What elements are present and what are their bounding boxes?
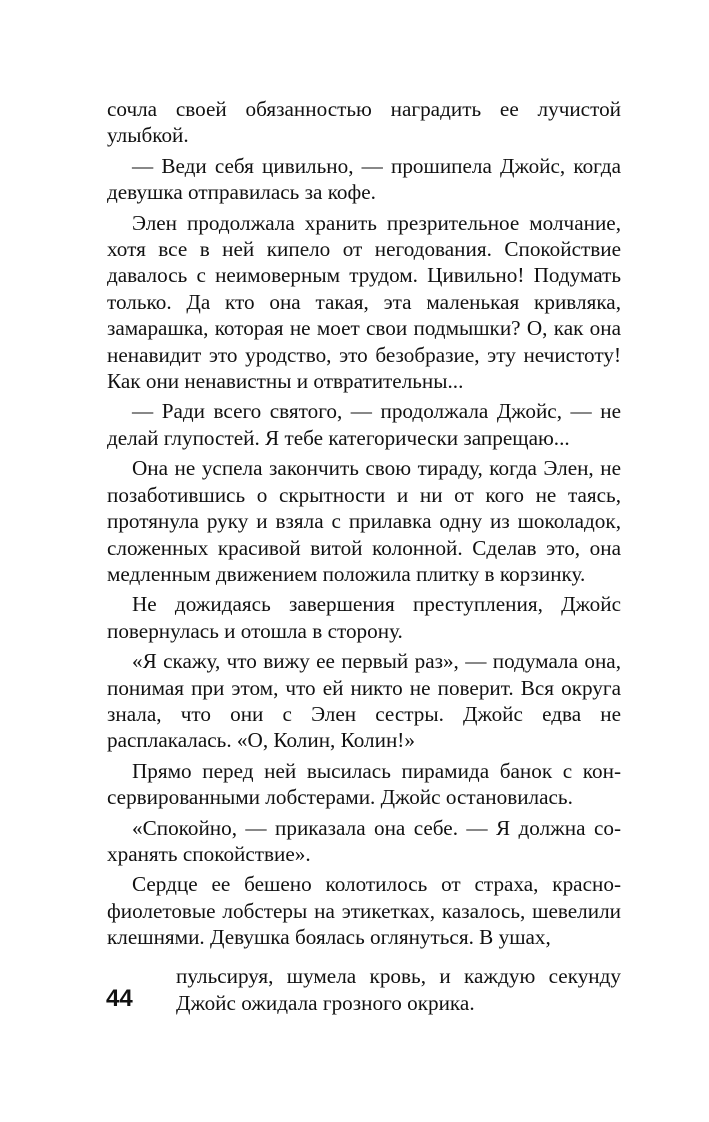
paragraph: Не дожидаясь завершения преступления, Джойс повернулась и отошла в сторону.: [107, 592, 621, 643]
paragraph: Сердце ее бешено колотилось от страха, краснофиолетовые лобстеры на этикетках, казалось, шевелили клешнями. Девушка боялась оглянуться. В ушах,: [107, 872, 621, 950]
page-number: 44: [106, 985, 133, 1012]
paragraph: Она не успела закончить свою тираду, когда Элен, не позаботившись о скрытности и ни от кого не таясь, протянула руку и взяла с прилавка одну из шоколадок, сложенных красивой витой колонной. Сделав это, она медленным движением положила плитку в корзинку.: [107, 456, 621, 586]
paragraph: «Спокойно, — приказала она себе. — Я должна сохранять спокойствие».: [107, 815, 621, 866]
paragraph-tail-line: Джойс ожидала грозного окрика.: [176, 991, 475, 1015]
paragraph: Прямо перед ней высилась пирамида банок с консервированными лобстерами. Джойс остановилась.: [107, 758, 621, 810]
page-text: [107, 96, 621, 955]
paragraph-tail-line: пульсируя, шумела кровь, и каждую секунду: [176, 964, 621, 988]
paragraph: сочла своей обязанностью наградить ее лучистой улыбкой.: [107, 97, 621, 148]
paragraph: — Веди себя цивильно, — прошипела Джойс, когда девушка отправилась за кофе.: [107, 153, 621, 205]
paragraph: Элен продолжала хранить презрительное молчание, хотя все в ней кипело от негодования. Спокойствие давалось с неимоверным трудом. Цивильно! Подумать только. Да кто она такая, эта маленькая кривляка, замарашка, которая не моет свои подмышки? О, как она ненавидит это уродство, это безобразие, эту нечистоту! Как они ненавистны и отвратительны...: [107, 210, 621, 394]
paragraph: «Я скажу, что вижу ее первый раз», — подумала она, понимая при этом, что ей никто не поверит. Вся округа знала, что они с Элен сестры. Джойс едва не расплакалась. «О, Колин, Колин!»: [107, 649, 621, 753]
paragraph: — Ради всего святого, — продолжала Джойс, — не делай глупостей. Я тебе категорически запрещаю...: [107, 399, 621, 450]
